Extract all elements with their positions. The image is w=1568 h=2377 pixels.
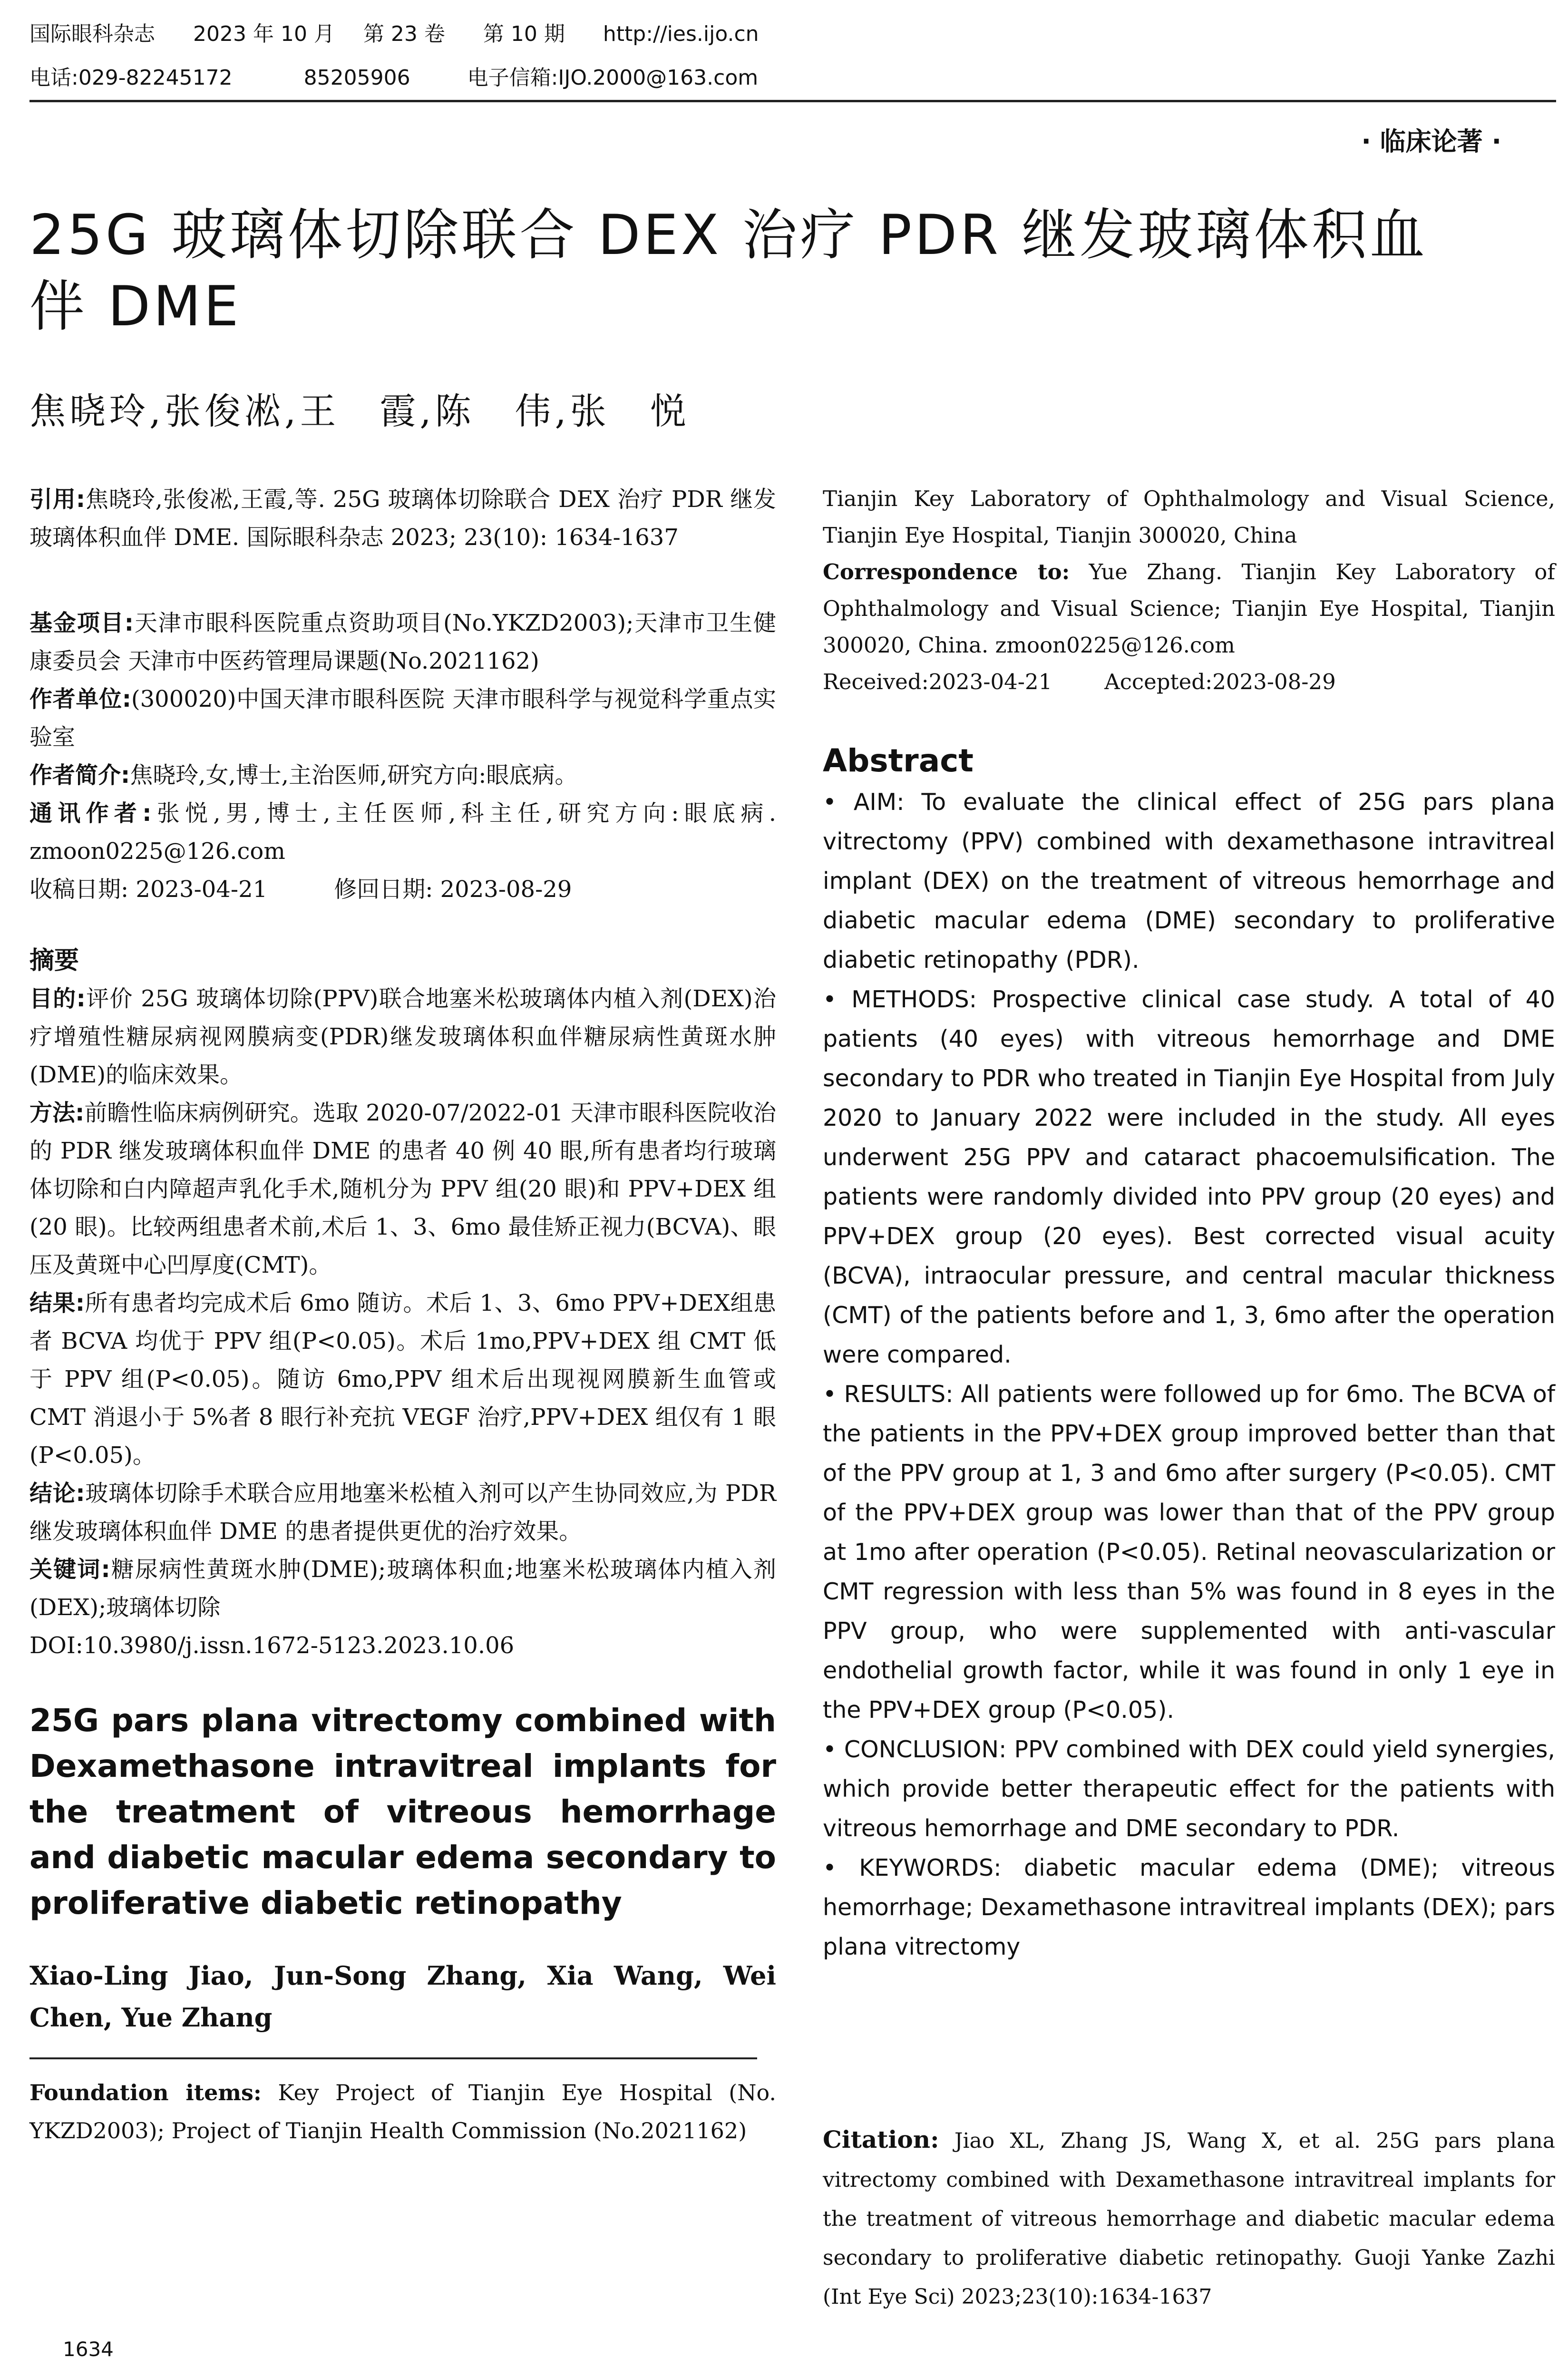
received-date-en: Received:2023-04-21: [823, 669, 1052, 694]
citation-en: [823, 2120, 1555, 2317]
methods-label: 方法:: [29, 1100, 85, 1126]
revised-date: 修回日期: 2023-08-29: [334, 876, 572, 903]
keywords-cn: [29, 1550, 776, 1627]
article-title-cn: [29, 200, 1428, 342]
authors-cn: 焦晓玲,张俊凇,王 霞,陈 伟,张 悦: [29, 390, 690, 432]
aim-label: 目的:: [29, 985, 86, 1012]
bullet-icon: •: [823, 1381, 837, 1408]
methods-label-en: METHODS:: [851, 986, 977, 1013]
foundation-items: [29, 2074, 776, 2150]
abstract-heading-en: Abstract: [823, 742, 974, 779]
bullet-icon: •: [823, 1854, 837, 1881]
keywords-text-en: diabetic macular edema (DME); vitreous hemorrhage; Dexamethasone intravitreal implants (DEX); pars plana vitrectomy: [823, 1854, 1556, 1960]
unit-text: (300020)中国天津市眼科医院 天津市眼科学与视觉科学重点实验室: [29, 686, 776, 750]
aim-cn: [29, 980, 776, 1094]
phone-number-2: 85205906: [303, 66, 410, 90]
abstract-en: [823, 740, 1555, 1967]
methods-text-en: Prospective clinical case study. A total of 40 patients (40 eyes) with vitreous hemorrhage and DME secondary to PDR who treated in Tianjin Eye Hospital from July 2020 to January 2022 were included in the study. All eyes underwent 25G PPV and cataract phacoemulsification. The patients were randomly divided into PPV group (20 eyes) and PPV+DEX group (20 eyes). Best corrected visual acuity (BCVA), intraocular pressure, and central macular thickness (CMT) of the patients before and 1, 3, 6mo after the operation were compared.: [823, 986, 1556, 1368]
running-header-line2: [29, 61, 758, 95]
bullet-icon: •: [823, 986, 837, 1013]
results-label-en: RESULTS:: [844, 1381, 954, 1408]
correspondence-en: [823, 554, 1555, 663]
bio-text: 焦晓玲,女,博士,主治医师,研究方向:眼底病。: [130, 762, 578, 789]
journal-url-link[interactable]: http://ies.ijo.cn: [603, 22, 759, 46]
aim-text-en: To evaluate the clinical effect of 25G pars plana vitrectomy (PPV) combined with dexamethasone intravitreal implant (DEX) on the treatment of vitreous hemorrhage and diabetic macular edema (DME) secondary to proliferative diabetic retinopathy (PDR).: [823, 789, 1556, 974]
section-label: · 临床论著 ·: [1361, 127, 1501, 156]
results-text: 所有患者均完成术后 6mo 随访。术后 1、3、6mo PPV+DEX组患者 BCVA 均优于 PPV 组(P<0.05)。术后 1mo,PPV+DEX 组 CMT 低于 PPV 组(P<0.05)。随访 6mo,PPV 组术后出现视网膜新生血管或 CMT 消退小于 5%者 8 眼行补充抗 VEGF 治疗,PPV+DEX 组仅有 1 眼(P<0.05)。: [29, 1290, 776, 1469]
corresponding-author: [29, 794, 776, 870]
unit-label: 作者单位:: [29, 686, 131, 712]
bullet-icon: •: [823, 1736, 837, 1763]
aim-label-en: AIM:: [853, 789, 905, 816]
conclusion-cn: [29, 1474, 776, 1550]
results-en: [823, 1374, 1555, 1730]
right-column: [823, 480, 1555, 700]
volume: 第 23 卷: [363, 22, 445, 46]
title-line-2: 伴 DME: [29, 274, 242, 339]
issue-date: 2023 年 10 月: [193, 22, 335, 46]
foundation-label: Foundation items:: [29, 2080, 262, 2105]
citation-label-en: Citation:: [823, 2125, 939, 2153]
left-column: [29, 480, 776, 2150]
keywords-text: 糖尿病性黄斑水肿(DME);玻璃体积血;地塞米松玻璃体内植入剂(DEX);玻璃体切除: [29, 1556, 776, 1621]
citation-cn: [29, 480, 776, 556]
aim-text: 评价 25G 玻璃体切除(PPV)联合地塞米松玻璃体内植入剂(DEX)治疗增殖性糖尿病视网膜病变(PDR)继发玻璃体积血伴糖尿病性黄斑水肿(DME)的临床效果。: [29, 985, 776, 1088]
header-rule: [29, 100, 1556, 102]
email-link[interactable]: 电子信箱:IJO.2000@163.com: [467, 66, 759, 90]
journal-name: 国际眼科杂志: [29, 22, 155, 46]
accepted-date-en: Accepted:2023-08-29: [1104, 669, 1336, 694]
conclusion-en: [823, 1730, 1555, 1848]
corr-text: 张悦,男,博士,主任医师,科主任,研究方向:眼底病. zmoon0225@126.com: [29, 800, 776, 865]
page-number: 1634: [63, 2338, 114, 2361]
keywords-label-en: KEYWORDS:: [859, 1854, 1002, 1881]
conclusion-text-en: PPV combined with DEX could yield synergies, which provide better therapeutic effect for the patients with vitreous hemorrhage and DME secondary to PDR.: [823, 1736, 1555, 1842]
correspondence-label: Correspondence to:: [823, 559, 1070, 585]
citation-text: 焦晓玲,张俊凇,王霞,等. 25G 玻璃体切除联合 DEX 治疗 PDR 继发玻璃体积血伴 DME. 国际眼科杂志 2023; 23(10): 1634-1637: [29, 486, 776, 551]
aim-en: [823, 782, 1555, 980]
dates-en: [823, 663, 1555, 700]
received-date: 收稿日期: 2023-04-21: [29, 876, 268, 903]
conclusion-label: 结论:: [29, 1480, 85, 1507]
conclusion-label-en: CONCLUSION:: [844, 1736, 1007, 1763]
foundation-text: Key Project of Tianjin Eye Hospital (No. YKZD2003); Project of Tianjin Health Commission (No.2021162): [29, 2080, 776, 2143]
corr-label: 通讯作者:: [29, 800, 152, 827]
dates-cn: [29, 870, 776, 908]
fund-info: [29, 604, 776, 680]
title-line-1: 25G 玻璃体切除联合 DEX 治疗 PDR 继发玻璃体积血: [29, 203, 1428, 267]
bio-label: 作者简介:: [29, 762, 130, 789]
authors-en: Xiao-Ling Jiao, Jun-Song Zhang, Xia Wang, Wei Chen, Yue Zhang: [29, 1960, 776, 2033]
fund-text: 天津市眼科医院重点资助项目(No.YKZD2003);天津市卫生健康委员会 天津市中医药管理局课题(No.2021162): [29, 610, 776, 674]
author-unit: [29, 680, 776, 756]
abstract-heading-cn: 摘要: [29, 946, 79, 975]
correspondence-text: Yue Zhang. Tianjin Key Laboratory of Ophthalmology and Visual Science; Tianjin Eye Hospital, Tianjin 300020, China. zmoon0225@126.com: [823, 559, 1555, 658]
affiliation-en: Tianjin Key Laboratory of Ophthalmology and Visual Science, Tianjin Eye Hospital, Tianjin 300020, China: [823, 486, 1555, 548]
issue-number: 第 10 期: [483, 22, 565, 46]
foundation-rule: [29, 2038, 757, 2059]
keywords-en: [823, 1848, 1555, 1967]
author-bio: [29, 756, 776, 794]
results-text-en: All patients were followed up for 6mo. The BCVA of the patients in the PPV+DEX group improved better than that of the PPV group at 1, 3 and 6mo after surgery (P<0.05). CMT of the PPV+DEX group was lower than that of the PPV group at 1mo after operation (P<0.05). Retinal neovascularization or CMT regression with less than 5% was found in 8 eyes in the PPV group, who were supplemented with anti-vascular endothelial growth factor, while it was found in only 1 eye in the PPV+DEX group (P<0.05).: [823, 1381, 1556, 1724]
citation-label: 引用:: [29, 486, 86, 513]
methods-text: 前瞻性临床病例研究。选取 2020-07/2022-01 天津市眼科医院收治的 PDR 继发玻璃体积血伴 DME 的患者 40 例 40 眼,所有患者均行玻璃体切除和白内障超声乳化手术,随机分为 PPV 组(20 眼)和 PPV+DEX 组(20 眼)。比较两组患者术前,术后 1、3、6mo 最佳矫正视力(BCVA)、眼压及黄斑中心凹厚度(CMT)。: [29, 1100, 776, 1278]
results-cn: [29, 1284, 776, 1474]
fund-label: 基金项目:: [29, 610, 134, 636]
doi: DOI:10.3980/j.issn.1672-5123.2023.10.06: [29, 1632, 515, 1659]
bullet-icon: •: [823, 789, 837, 816]
conclusion-text: 玻璃体切除手术联合应用地塞米松植入剂可以产生协同效应,为 PDR 继发玻璃体积血伴 DME 的患者提供更优的治疗效果。: [29, 1480, 776, 1545]
article-title-en: 25G pars plana vitrectomy combined with Dexamethasone intravitreal implants for the treatment of vitreous hemorrhage and diabetic macular edema secondary to proliferative diabetic retinopathy: [29, 1702, 776, 1921]
phone-number: 电话:029-82245172: [29, 66, 233, 90]
citation-text-en: Jiao XL, Zhang JS, Wang X, et al. 25G pars plana vitrectomy combined with Dexamethasone intravitreal implants for the treatment of vitreous hemorrhage and diabetic macular edema secondary to proliferative diabetic retinopathy. Guoji Yanke Zazhi (Int Eye Sci) 2023;23(10):1634-1637: [823, 2129, 1555, 2309]
methods-cn: [29, 1094, 776, 1284]
results-label: 结果:: [29, 1290, 85, 1316]
methods-en: [823, 980, 1555, 1374]
keywords-label: 关键词:: [29, 1556, 110, 1583]
running-header-line1: [29, 17, 759, 51]
